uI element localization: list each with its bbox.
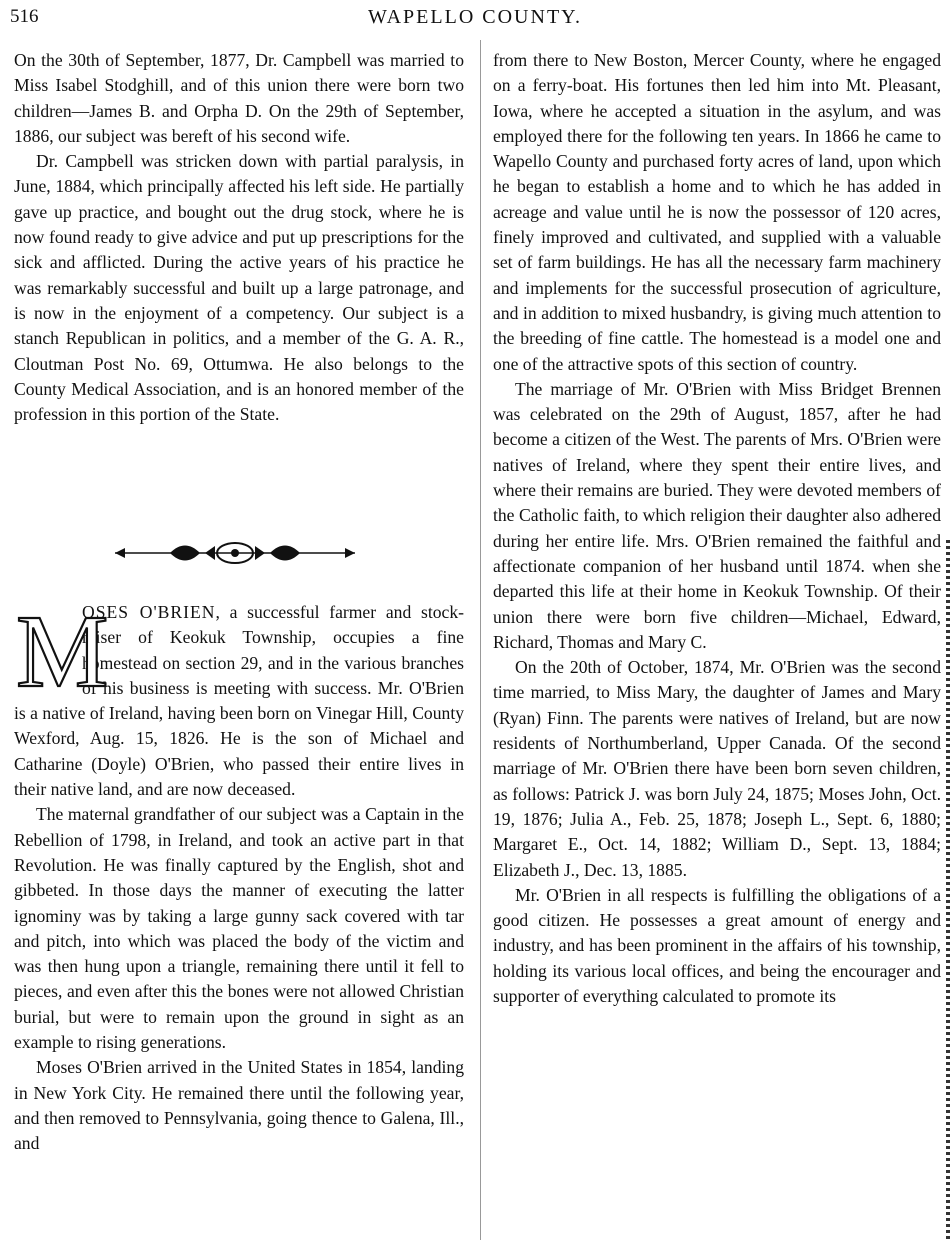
paragraph: Dr. Campbell was stricken down with partial paralysis, in June, 1884, which principally affected his left side. He partially gave up practice, and bought out the drug stock, where he is now found ready to give advice and put up prescriptions for the sick and afflicted. During the active years of his practice he was remarkably successful and built up a large patronage, and is now in the enjoyment of a competency. Our subject is a stanch Republican in politics, and a member of the G. A. R., Cloutman Post No. 69, Ottumwa. He also belongs to the County Medical Association, and is an honored member of the profession in this portion of the State. <box>14 151 464 425</box>
paragraph: Moses O'Brien arrived in the United States in 1854, landing in New York City. He remained there until the following year, and then removed to Pennsylvania, going thence to Galena, Ill., and <box>14 1057 464 1154</box>
left-column-text <box>14 48 464 427</box>
paragraph: The marriage of Mr. O'Brien with Miss Bridget Brennen was celebrated on the 29th of August, 1857, after he had become a citizen of the West. The parents of Mrs. O'Brien were natives of Ireland, where they spent their entire lives, and where their remains are buried. They were devoted members of the Catholic faith, to which religion their daughter also adhered during her entire life. Mrs. O'Brien remained the faithful and affectionate companion of her husband until 1874. when she departed this life at their home in Keokuk Township. Of their union there were born five children—Michael, Edward, Richard, Thomas and Mary C. <box>493 378 941 652</box>
drop-cap-letter <box>14 594 109 709</box>
column-divider <box>480 40 481 1240</box>
paragraph: Mr. O'Brien in all respects is fulfilling the obligations of a good citizen. He possesses a great amount of energy and industry, and has been prominent in the affairs of his township, holding its various local offices, and being the encourager and supporter of everything calculated to promote its <box>493 884 941 1006</box>
paragraph: The maternal grandfather of our subject was a Captain in the Rebellion of 1798, in Ireland, and took an active part in that Revolution. He was finally captured by the English, shot and gibbeted. In those days the manner of executing the latter ignominy was by taking a large gunny sack covered with tar and pitch, into which was placed the body of the victim and was then hung upon a triangle, remaining there until it fell to pieces, and even after this the bones were not allowed Christian burial, but were to remain upon the ground in sight as an example to rising generations. <box>14 804 464 1053</box>
subject-name: OSES O'BRIEN <box>82 602 216 622</box>
opening-text: , a successful farmer and stock-raiser of Keokuk Township, occupies a fine homestead on section 29, and in the various branches of his business is meeting with success. Mr. O'Brien is a native of Ireland, having been born on Vinegar Hill, County Wexford, Aug. 15, 1826. He is the son of Michael and Catharine (Doyle) O'Brien, who passed their entire lives in their native land, and are now deceased. <box>14 602 464 800</box>
page-number: 516 <box>10 6 39 27</box>
running-head: WAPELLO COUNTY. <box>367 6 583 28</box>
right-column-text <box>493 48 941 1009</box>
page-header <box>0 4 950 30</box>
paragraph: from there to New Boston, Mercer County, where he engaged on a ferry-boat. His fortunes then led him into Mt. Pleasant, Iowa, where he accepted a situation in the asylum, and was employed there for the following ten years. In 1866 he came to Wapello County and purchased forty acres of land, upon which he began to establish a home and to which he has added in acreage and value until he is now the possessor of 120 acres, finely improved and cultivated, and supplied with a valuable set of farm buildings. He has all the necessary farm machinery and implements for the successful prosecution of agriculture, and in addition to mixed husbandry, is giving much attention to the breeding of fine cattle. The homestead is a model one and one of the attractive spots of this section of country. <box>493 50 941 374</box>
ornament-divider-icon <box>110 538 360 568</box>
page-edge-marks <box>946 540 950 1240</box>
paragraph: On the 30th of September, 1877, Dr. Campbell was married to Miss Isabel Stodghill, and of this union there were born two children—James B. and Orpha D. On the 29th of September, 1886, our subject was bereft of his second wife. <box>14 50 464 146</box>
paragraph: On the 20th of October, 1874, Mr. O'Brien was the second time married, to Miss Mary, the daughter of James and Mary (Ryan) Finn. The parents were natives of Ireland, but are now residents of Northumberland, Upper Canada. Of the second marriage of Mr. O'Brien there have been born seven children, as follows: Patrick J. was born July 24, 1875; Moses John, Oct. 19, 1876; Julia A., Feb. 25, 1878; Joseph L., Sept. 6, 1880; Margaret E., Oct. 14, 1882; William D., Sept. 13, 1884; Elizabeth J., Dec. 13, 1885. <box>493 657 941 880</box>
drop-cap-glyph: M <box>16 594 109 709</box>
